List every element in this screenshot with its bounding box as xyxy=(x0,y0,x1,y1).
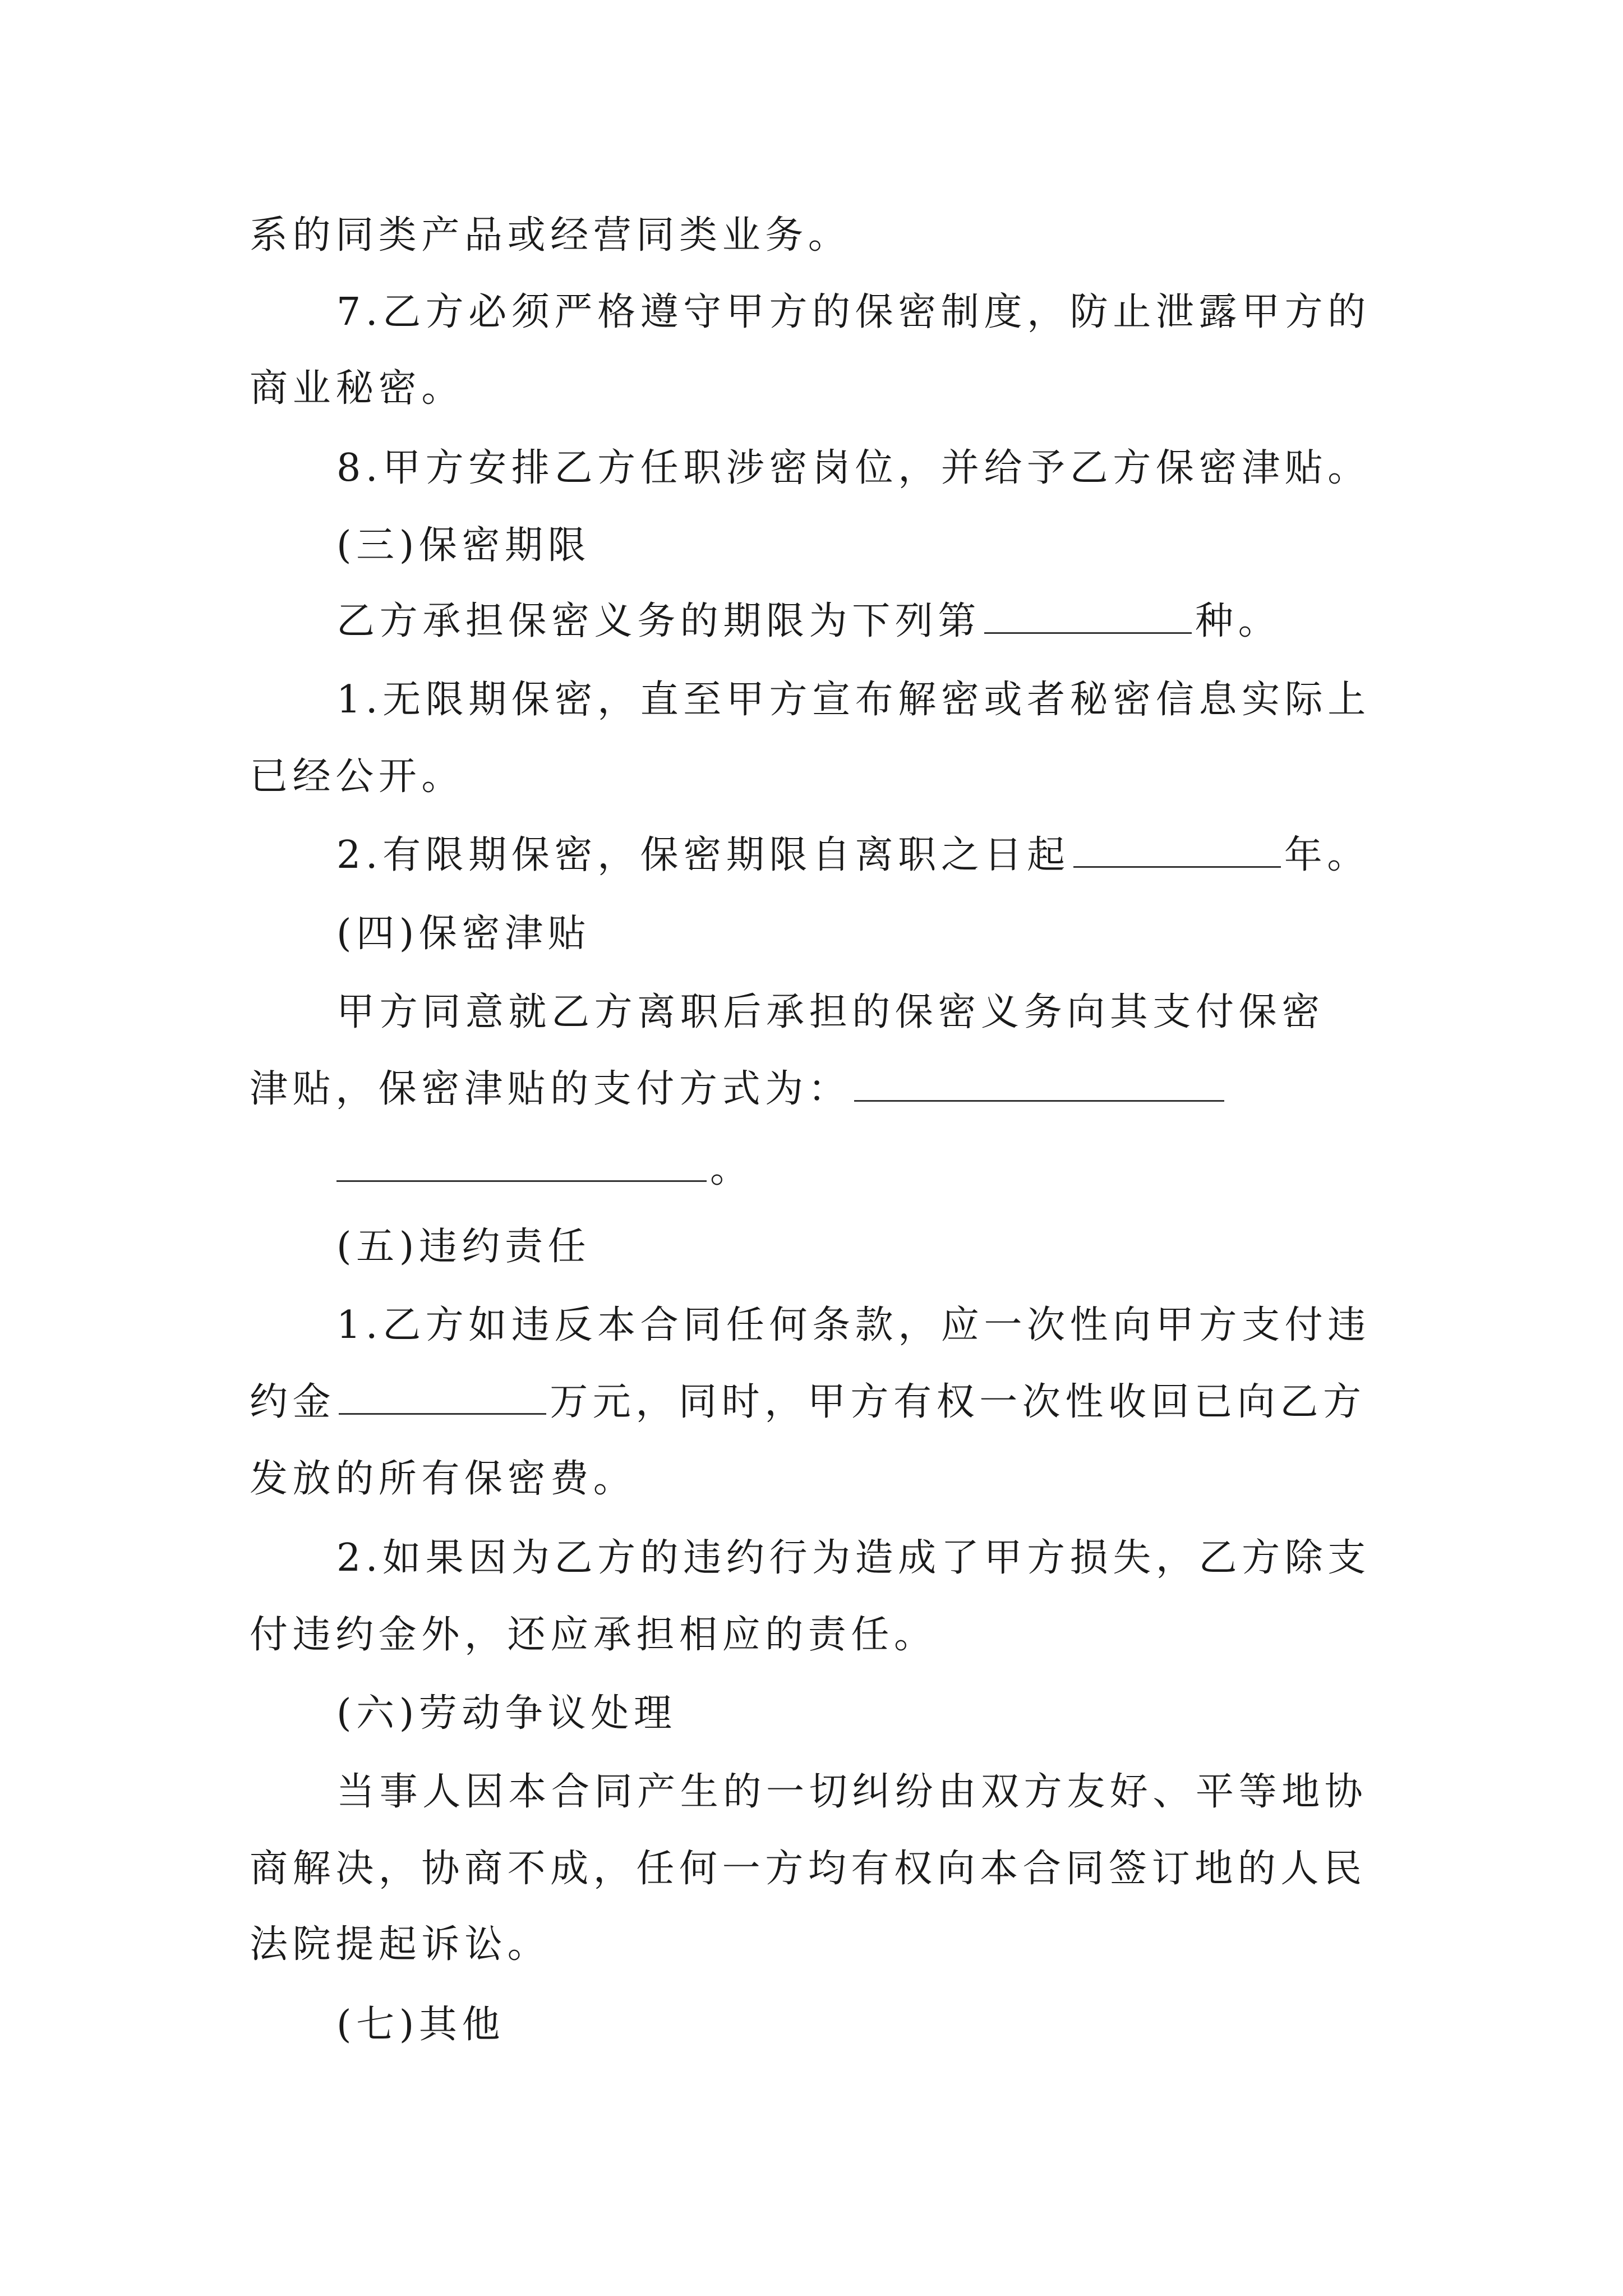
text: 发放的所有保密费。 xyxy=(250,1457,637,1501)
paragraph-line xyxy=(250,210,851,261)
paragraph-line xyxy=(336,1533,1371,1584)
text: (三)保密期限 xyxy=(336,523,591,568)
text: 系的同类产品或经营同类业务。 xyxy=(250,213,851,257)
text: 商业秘密。 xyxy=(250,366,465,411)
section-heading xyxy=(336,2000,505,2050)
fill-in-blank xyxy=(854,1068,1224,1102)
text: 7.乙方必须严格遵守甲方的保密制度，防止泄露甲方的 xyxy=(336,290,1371,334)
text: (五)违约责任 xyxy=(336,1225,591,1269)
text: 2.有限期保密，保密期限自离职之日起 xyxy=(336,833,1070,877)
paragraph-line xyxy=(336,443,1371,494)
text: 津贴，保密津贴的支付方式为： xyxy=(250,1067,851,1111)
text: (四)保密津贴 xyxy=(336,912,591,956)
text: 1.无限期保密，直至甲方宣布解密或者秘密信息实际上 xyxy=(336,678,1371,722)
text: 付违约金外，还应承担相应的责任。 xyxy=(250,1613,937,1657)
paragraph-line xyxy=(336,1144,753,1195)
fill-in-blank xyxy=(336,1148,707,1182)
paragraph-line xyxy=(336,675,1371,725)
paragraph-line xyxy=(336,287,1371,338)
text: 商解决，协商不成，任何一方均有权向本合同签订地的人民 xyxy=(250,1847,1367,1891)
section-heading xyxy=(336,1222,591,1272)
paragraph-line xyxy=(336,596,1281,647)
text: (七)其他 xyxy=(336,2003,505,2047)
text: 乙方承担保密义务的期限为下列第 xyxy=(336,599,981,643)
paragraph-line xyxy=(336,830,1370,881)
text: 年。 xyxy=(1284,833,1370,877)
paragraph-line xyxy=(250,1064,1228,1115)
paragraph-line xyxy=(336,1767,1367,1818)
paragraph-line xyxy=(250,752,464,802)
fill-in-blank xyxy=(1073,834,1281,868)
text: 8.甲方安排乙方任职涉密岗位，并给予乙方保密津贴。 xyxy=(336,446,1371,490)
text: 2.如果因为乙方的违约行为造成了甲方损失，乙方除支 xyxy=(336,1536,1371,1580)
paragraph-line xyxy=(250,1610,937,1660)
text: 。 xyxy=(710,1147,753,1191)
text: 法院提起诉讼。 xyxy=(250,1922,551,1967)
section-heading xyxy=(336,909,591,959)
fill-in-blank xyxy=(984,600,1192,634)
section-heading xyxy=(336,521,591,571)
paragraph-line xyxy=(336,987,1325,1038)
section-heading xyxy=(336,1688,676,1739)
paragraph-line xyxy=(250,1377,1366,1428)
paragraph-line xyxy=(250,364,464,414)
paragraph-line xyxy=(250,1844,1367,1894)
text: 约金 xyxy=(250,1380,336,1424)
text: 1.乙方如违反本合同任何条款，应一次性向甲方支付违 xyxy=(336,1303,1371,1347)
text: 已经公开。 xyxy=(250,754,465,799)
text: 种。 xyxy=(1195,599,1281,643)
text: 万元，同时，甲方有权一次性收回已向乙方 xyxy=(550,1380,1366,1424)
paragraph-line xyxy=(250,1454,636,1504)
text: 当事人因本合同产生的一切纠纷由双方友好、平等地协 xyxy=(336,1770,1368,1814)
text: (六)劳动争议处理 xyxy=(336,1691,677,1736)
paragraph-line xyxy=(250,1920,550,1970)
paragraph-line xyxy=(336,1300,1371,1351)
text: 甲方同意就乙方离职后承担的保密义务向其支付保密 xyxy=(336,990,1325,1034)
fill-in-blank xyxy=(339,1381,546,1415)
